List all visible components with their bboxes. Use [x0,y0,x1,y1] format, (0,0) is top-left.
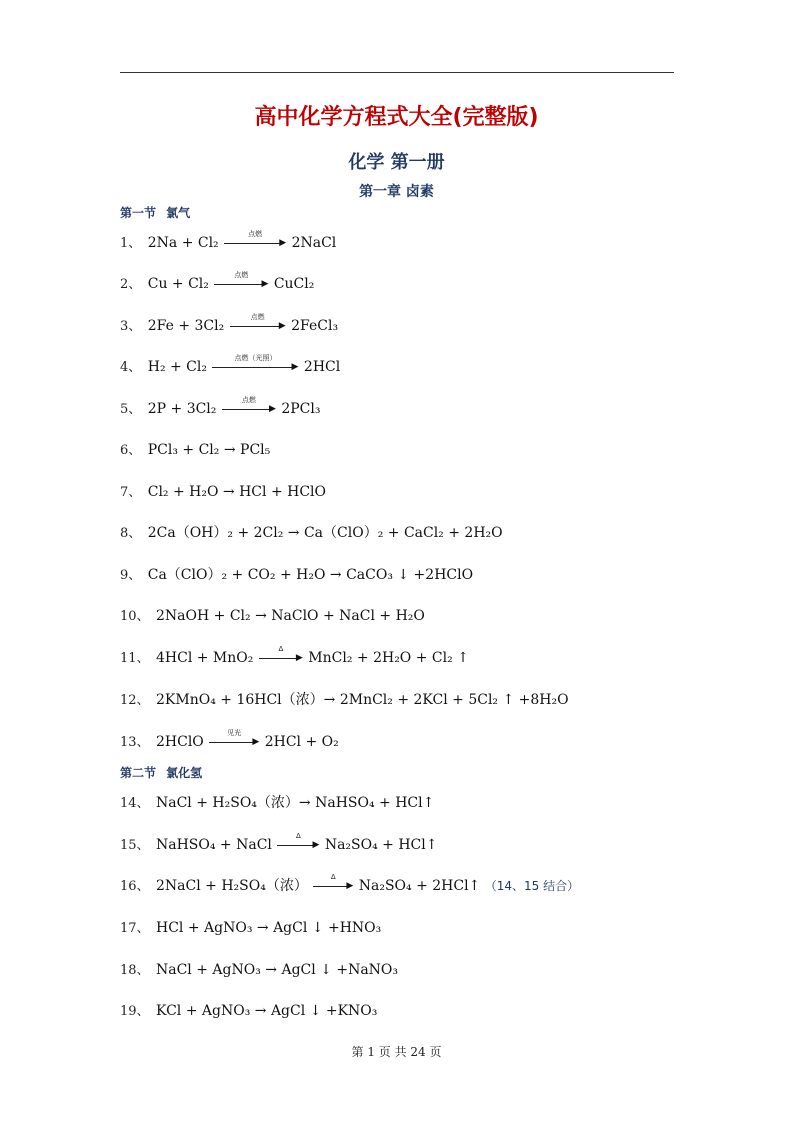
equation-18 [120,959,398,981]
document-title: 高中化学方程式大全(完整版) [254,105,539,130]
equation-number: 19、 [120,1004,150,1019]
chapter-heading: 第一章 卤素 [359,184,434,200]
equation-number: 6、 [120,443,142,458]
equation-text: Cl₂ + H₂O → HCl + HClO [147,484,327,500]
reaction-arrow: 点燃（光照） ▶ [212,356,298,378]
equation-3 [120,315,338,337]
equation-11 [120,647,469,669]
equation-number: 16、 [120,879,150,894]
reaction-arrow: Δ ▶ [313,875,353,897]
equation-number: 10、 [120,609,150,624]
equation-9 [120,564,473,586]
equation-products: 2PCl₃ [281,401,321,417]
equation-reactants: 2Na + Cl₂ [147,235,219,251]
equation-text: 2NaOH + Cl₂ → NaClO + NaCl + H₂O [156,608,425,624]
equation-reactants: Cu + Cl₂ [147,276,209,292]
equation-text: HCl + AgNO₃ → AgCl ↓ +HNO₃ [156,920,382,936]
equation-12 [120,689,569,711]
equation-text: 2Ca（OH）₂ + 2Cl₂ → Ca（ClO）₂ + CaCl₂ + 2H₂O [147,525,503,541]
equation-number: 14、 [120,796,150,811]
equation-products: Na₂SO₄ + HCl↑ [324,837,438,853]
equation-4 [120,356,340,378]
equation-number: 8、 [120,526,142,541]
reaction-arrow: 点燃 ▶ [214,273,268,295]
equation-number: 3、 [120,319,142,334]
equation-5 [120,398,320,420]
equation-reactants: 4HCl + MnO₂ [156,650,254,666]
equation-reactants: NaHSO₄ + NaCl [156,837,272,853]
reaction-condition: 点燃 [250,313,265,321]
equation-19 [120,1000,377,1022]
equation-reactants: 2P + 3Cl₂ [147,401,217,417]
equation-14 [120,792,434,814]
equation-8 [120,522,503,544]
equation-number: 9、 [120,568,142,583]
equation-products: 2FeCl₃ [291,318,339,334]
equation-number: 12、 [120,693,150,708]
equation-products: Na₂SO₄ + 2HCl↑ [358,878,481,894]
equation-text: PCl₃ + Cl₂ → PCl₅ [147,442,271,458]
equation-number: 7、 [120,485,142,500]
book-subtitle: 化学 第一册 [348,152,445,173]
equation-products: MnCl₂ + 2H₂O + Cl₂ ↑ [308,650,469,666]
equation-text: Ca（ClO）₂ + CO₂ + H₂O → CaCO₃ ↓ +2HClO [147,567,474,583]
equation-text: NaCl + H₂SO₄（浓）→ NaHSO₄ + HCl↑ [156,795,435,811]
equation-10 [120,605,425,627]
reaction-condition: Δ [295,832,301,840]
equation-number: 11、 [120,651,150,666]
reaction-condition: Δ [330,873,336,881]
equation-number: 18、 [120,963,150,978]
equation-products: CuCl₂ [273,276,315,292]
equation-products: 2HCl [303,359,341,375]
equation-number: 13、 [120,735,150,750]
equation-number: 2、 [120,277,142,292]
reaction-arrow: 见光 ▶ [209,731,259,753]
equation-products: 2HCl + O₂ [264,734,339,750]
equation-number: 15、 [120,838,150,853]
reaction-arrow: 点燃 ▶ [222,398,276,420]
equation-products: 2NaCl [291,235,337,251]
section-heading-chlorine: 第一节 氯气 [120,206,191,220]
equation-reactants: 2Fe + 3Cl₂ [147,318,225,334]
equation-6 [120,439,270,461]
reaction-arrow: 点燃 ▶ [230,315,286,337]
equation-number: 17、 [120,921,150,936]
equation-text: 2KMnO₄ + 16HCl（浓）→ 2MnCl₂ + 2KCl + 5Cl₂ ↑ +8H₂O [156,692,569,708]
equation-16 [120,875,579,897]
equation-text: NaCl + AgNO₃ → AgCl ↓ +NaNO₃ [156,962,399,978]
equation-text: KCl + AgNO₃ → AgCl ↓ +KNO₃ [156,1003,378,1019]
reaction-condition: 点燃 [234,271,249,279]
equation-17 [120,917,381,939]
equation-15 [120,834,437,856]
equation-number: 1、 [120,236,142,251]
reaction-condition: 点燃 [248,230,263,238]
equation-13 [120,731,339,753]
equation-1 [120,232,336,254]
reaction-arrow: Δ ▶ [277,834,319,856]
reaction-condition: 点燃（光照） [234,354,277,362]
equation-reactants: 2HClO [156,734,204,750]
page-footer: 第 1 页 共 24 页 [351,1045,442,1059]
equation-number: 4、 [120,360,142,375]
reaction-condition: 点燃 [241,396,256,404]
equation-reactants: 2NaCl + H₂SO₄（浓） [156,878,308,894]
reaction-arrow: Δ ▶ [259,647,303,669]
equation-note: （14、15 结合） [484,879,580,893]
section-heading-hydrogen-chloride: 第二节 氯化氢 [120,766,203,780]
header-rule [120,72,674,73]
equation-reactants: H₂ + Cl₂ [147,359,207,375]
reaction-condition: Δ [278,645,284,653]
reaction-condition: 见光 [227,729,242,737]
equation-2 [120,273,314,295]
equation-7 [120,481,326,503]
reaction-arrow: 点燃 ▶ [224,232,286,254]
equation-number: 5、 [120,402,142,417]
